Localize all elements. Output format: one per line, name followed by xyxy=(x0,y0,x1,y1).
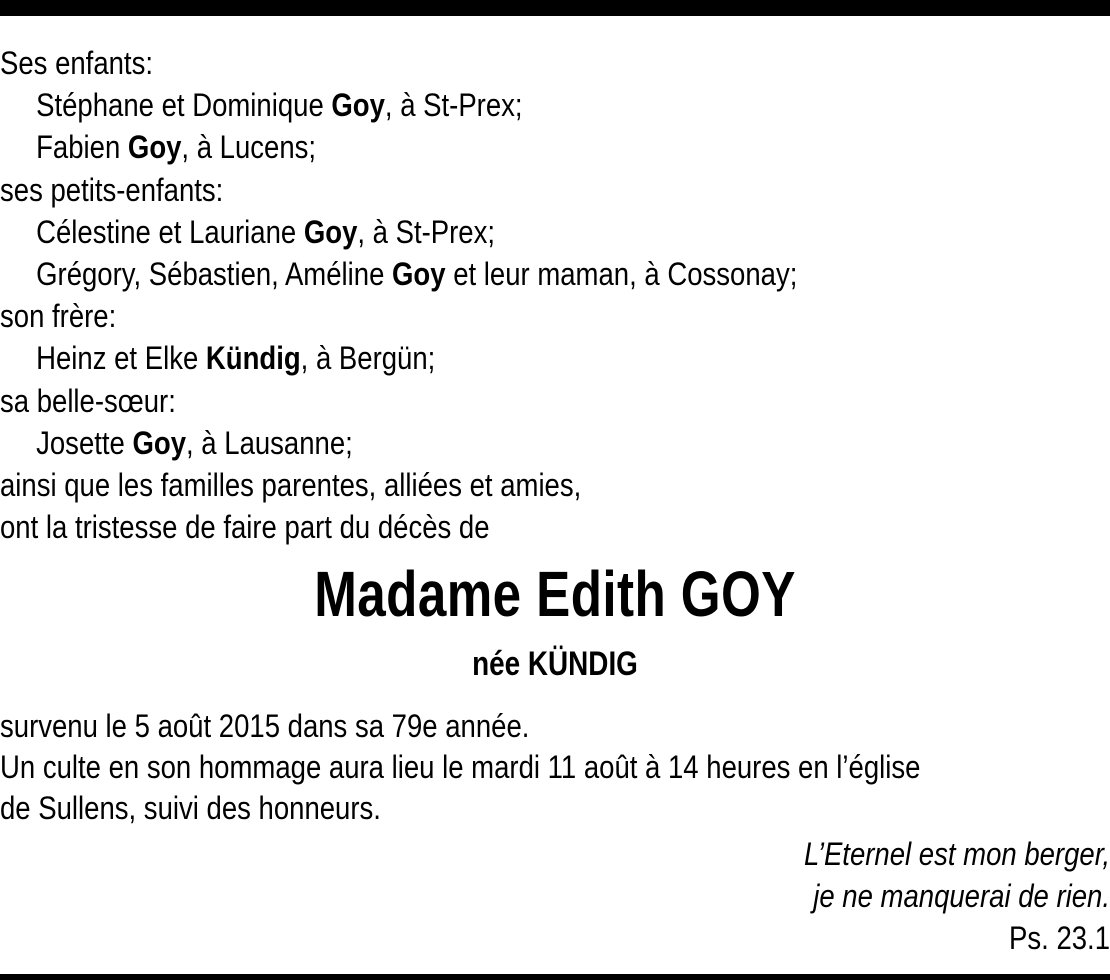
child-line xyxy=(0,126,955,168)
maiden-name: née KÜNDIG xyxy=(472,645,638,683)
psalm-quote xyxy=(510,833,1110,959)
name-suffix: , à Bergün; xyxy=(300,340,436,377)
top-rule xyxy=(0,0,1110,16)
grandchildren-heading: ses petits-enfants: xyxy=(0,171,224,208)
surname: Goy xyxy=(392,255,446,292)
ceremony-details xyxy=(0,706,1110,829)
sister-in-law-line xyxy=(0,422,955,464)
children-heading: Ses enfants: xyxy=(0,45,153,81)
child-line xyxy=(0,84,955,126)
closing-line: ainsi que les familles parentes, alliées et amies, xyxy=(0,466,582,503)
details-line: de Sullens, suivi des honneurs. xyxy=(0,790,381,826)
quote-reference: Ps. 23.1 xyxy=(1009,920,1110,956)
surname: Goy xyxy=(331,87,385,124)
deceased-block xyxy=(0,558,1110,686)
name-prefix: Josette xyxy=(36,424,133,461)
name-prefix: Fabien xyxy=(36,129,128,166)
family-list xyxy=(0,42,1110,548)
quote-line: je ne manquerai de rien. xyxy=(813,878,1110,914)
name-prefix: Grégory, Sébastien, Améline xyxy=(36,255,393,292)
quote-line: L’Eternel est mon berger, xyxy=(804,836,1110,872)
name-suffix: , à St-Prex; xyxy=(357,213,496,250)
surname: Goy xyxy=(303,213,358,250)
name-prefix: Célestine et Lauriane xyxy=(36,213,304,250)
bottom-rule xyxy=(0,974,1110,980)
sister-in-law-heading: sa belle-sœur: xyxy=(0,382,176,419)
name-suffix: , à St-Prex; xyxy=(384,87,523,124)
name-suffix: , à Lucens; xyxy=(181,129,317,166)
name-prefix: Heinz et Elke xyxy=(36,340,206,377)
brother-heading: son frère: xyxy=(0,298,117,335)
surname: Goy xyxy=(127,129,182,166)
grandchild-line xyxy=(0,211,955,253)
name-prefix: Stéphane et Dominique xyxy=(36,87,332,124)
closing-line: ont la tristesse de faire part du décès de xyxy=(0,509,490,546)
name-suffix: , à Lausanne; xyxy=(186,424,353,461)
grandchild-line xyxy=(0,253,955,295)
brother-line xyxy=(0,337,955,379)
surname: Kündig xyxy=(205,340,301,377)
surname: Goy xyxy=(132,424,187,461)
details-line: survenu le 5 août 2015 dans sa 79e année. xyxy=(0,708,530,744)
name-suffix: et leur maman, à Cossonay; xyxy=(445,255,798,292)
deceased-name: Madame Edith GOY xyxy=(314,558,796,630)
details-line: Un culte en son hommage aura lieu le mardi 11 août à 14 heures en l’église xyxy=(0,749,921,785)
